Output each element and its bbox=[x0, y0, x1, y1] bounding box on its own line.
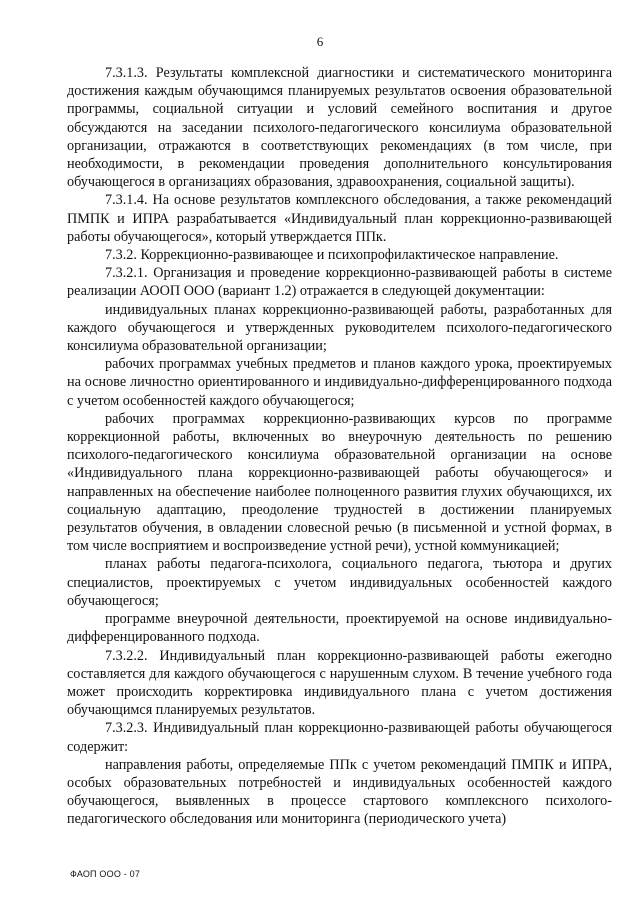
paragraph: программе внеурочной деятельности, проектируемой на основе индивидуально-дифференцированного подхода. bbox=[67, 611, 612, 646]
paragraph: планах работы педагога-психолога, социального педагога, тьютора и других специалистов, проектируемых с учетом индивидуальных особенностей каждого обучающегося; bbox=[67, 556, 612, 609]
paragraph: 7.3.2.1. Организация и проведение коррекционно-развивающей работы в системе реализации АООП ООО (вариант 1.2) отражается в следующей документации: bbox=[67, 265, 612, 300]
paragraph: 7.3.2.3. Индивидуальный план коррекционно-развивающей работы обучающегося содержит: bbox=[67, 720, 612, 755]
paragraph: 7.3.1.3. Результаты комплексной диагностики и систематического мониторинга достижения каждым обучающимся планируемых результатов освоения образовательной программы, социальной ситуации и условий семейного воспитания и другое обсуждаются на заседании психолого-педагогического консилиума образовательной организации, отражаются в соответствующих рекомендациях (в том числе, при необходимости, в рекомендации проведения дополнительного консультирования обучающегося в организациях образования, здравоохранения, социальной защиты). bbox=[67, 65, 612, 191]
paragraph: 7.3.2.2. Индивидуальный план коррекционно-развивающей работы ежегодно составляется для каждого обучающегося с нарушенным слухом. В течение учебного года может происходить корректировка индивидуального плана с учетом достижения обучающимся планируемых результатов. bbox=[67, 647, 612, 719]
paragraph: 7.3.2. Коррекционно-развивающее и психопрофилактическое направление. bbox=[105, 247, 559, 264]
paragraph: индивидуальных планах коррекционно-развивающей работы, разработанных для каждого обучающегося и утвержденных руководителем психолого-педагогического консилиума образовательной организации; bbox=[67, 301, 612, 355]
page-number: 6 bbox=[316, 34, 324, 49]
paragraph: рабочих программах учебных предметов и планов каждого урока, проектируемых на основе личностно ориентированного и индивидуально-дифференцированного подхода с учетом особенностей каждого обучающегося; bbox=[67, 356, 612, 409]
document-body bbox=[67, 64, 612, 829]
footer-code: ФАОП ООО - 07 bbox=[70, 869, 141, 879]
paragraph: рабочих программах коррекционно-развивающих курсов по программе коррекционной работы, включенных во внеурочную деятельность по решению психолого-педагогического консилиума образовательной организации на основе «Индивидуального плана коррекционно-развивающей работы обучающегося» и направленных на обеспечение наиболее полноценного развития глухих обучающихся, их социальную адаптацию, преодоление трудностей в достижении планируемых результатов обучения, в овладении словесной речью (в письменной и устной формах, в том числе восприятием и воспроизведение устной речи), устной коммуникацией; bbox=[67, 410, 612, 555]
paragraph: направления работы, определяемые ППк с учетом рекомендаций ПМПК и ИПРА, особых образовательных потребностей и индивидуальных особенностей каждого обучающегося, выявленных в процессе стартового комплексного психолого-педагогического обследования или мониторинга (периодического учета) bbox=[67, 756, 612, 828]
paragraph: 7.3.1.4. На основе результатов комплексного обследования, а также рекомендаций ПМПК и ИПРА разрабатывается «Индивидуальный план коррекционно-развивающей работы обучающегося», который утверждается ППк. bbox=[67, 192, 612, 245]
